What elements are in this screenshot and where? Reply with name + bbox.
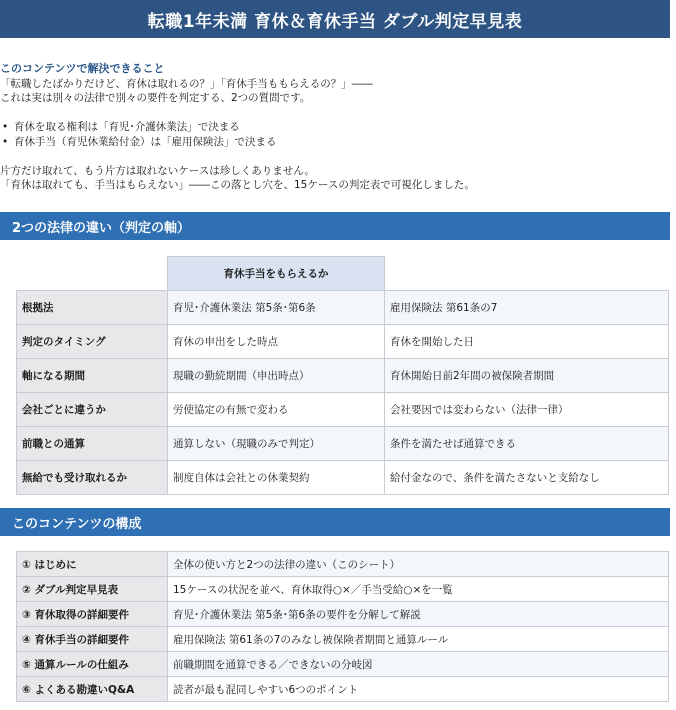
section-heading-contents: このコンテンツの構成 <box>0 508 670 536</box>
table-row <box>17 627 669 652</box>
table-row <box>17 426 669 460</box>
contents-item-description: 15ケースの状況を並べ、育休取得○×／手当受給○×を一覧 <box>168 577 669 602</box>
page-title: 転職1年未満 育休＆育休手当 ダブル判定早見表 <box>0 0 670 38</box>
contents-item-description: 育児･介護休業法 第5条･第6条の要件を分解して解説 <box>168 602 669 627</box>
contents-item-description: 読者が最も混同しやすい6つのポイント <box>168 677 669 702</box>
table-row <box>17 602 669 627</box>
intro-line-1: 「転職したばかりだけど、育休は取れるの？」「育休手当ももらえるの？」―― <box>0 77 373 90</box>
cell-employment-insurance: 雇用保険法 第61条の7 <box>385 290 669 324</box>
table-row <box>17 552 669 577</box>
contents-table <box>16 551 669 702</box>
intro-bullet-2: • 育休手当（育児休業給付金）は「雇用保険法」で決まる <box>0 135 670 150</box>
table-row <box>17 290 669 324</box>
row-label: 前職との通算 <box>17 426 168 460</box>
table-row <box>17 677 669 702</box>
cell-childcare-law: 通算しない（現職のみで判定） <box>168 426 385 460</box>
comparison-header-row <box>17 257 669 291</box>
contents-item-label: ① はじめに <box>17 552 168 577</box>
contents-item-label: ⑥ よくある勘違いQ&A <box>17 677 168 702</box>
row-label: 軸になる期間 <box>17 358 168 392</box>
contents-item-label: ② ダブル判定早見表 <box>17 577 168 602</box>
header-benefit-column: 育休手当をもらえるか <box>168 257 385 291</box>
cell-childcare-law: 育休の申出をした時点 <box>168 324 385 358</box>
cell-employment-insurance: 育休開始日前2年間の被保険者期間 <box>385 358 669 392</box>
row-label: 会社ごとに違うか <box>17 392 168 426</box>
cell-employment-insurance: 給付金なので、条件を満たさないと支給なし <box>385 460 669 494</box>
contents-item-description: 前職期間を通算できる／できないの分岐図 <box>168 652 669 677</box>
cell-employment-insurance: 条件を満たせば通算できる <box>385 426 669 460</box>
table-row <box>17 460 669 494</box>
cell-childcare-law: 労使協定の有無で変わる <box>168 392 385 426</box>
intro-line-3: 片方だけ取れて、もう片方は取れないケースは珍しくありません。 <box>0 164 315 177</box>
contents-item-label: ③ 育休取得の詳細要件 <box>17 602 168 627</box>
cell-childcare-law: 制度自体は会社との休業契約 <box>168 460 385 494</box>
contents-item-description: 雇用保険法 第61条の7のみなし被保険者期間と通算ルール <box>168 627 669 652</box>
intro-line-2: これは実は別々の法律で別々の要件を判定する、2つの質問です。 <box>0 92 311 104</box>
intro-heading: このコンテンツで解決できること <box>0 62 165 75</box>
contents-item-label: ④ 育休手当の詳細要件 <box>17 627 168 652</box>
header-blank-cell <box>385 257 669 291</box>
cell-employment-insurance: 育休を開始した日 <box>385 324 669 358</box>
comparison-table <box>16 256 669 495</box>
intro-section <box>0 62 670 193</box>
intro-line-4: 「育休は取れても、手当はもらえない」――この落とし穴を、15ケースの判定表で可視化しました。 <box>0 179 475 191</box>
contents-item-description: 全体の使い方と2つの法律の違い（このシート） <box>168 552 669 577</box>
section-heading-law-differences: 2つの法律の違い（判定の軸） <box>0 212 670 240</box>
table-row <box>17 358 669 392</box>
cell-childcare-law: 育児･介護休業法 第5条･第6条 <box>168 290 385 324</box>
row-label: 判定のタイミング <box>17 324 168 358</box>
table-row <box>17 324 669 358</box>
row-label: 無給でも受け取れるか <box>17 460 168 494</box>
table-row <box>17 392 669 426</box>
row-label: 根拠法 <box>17 290 168 324</box>
intro-bullet-1: • 育休を取る権利は「育児･介護休業法」で決まる <box>0 120 670 135</box>
header-blank-cell <box>17 257 168 291</box>
table-row <box>17 577 669 602</box>
cell-employment-insurance: 会社要因では変わらない（法律一律） <box>385 392 669 426</box>
table-row <box>17 652 669 677</box>
cell-childcare-law: 現職の勤続期間（申出時点） <box>168 358 385 392</box>
contents-item-label: ⑤ 通算ルールの仕組み <box>17 652 168 677</box>
